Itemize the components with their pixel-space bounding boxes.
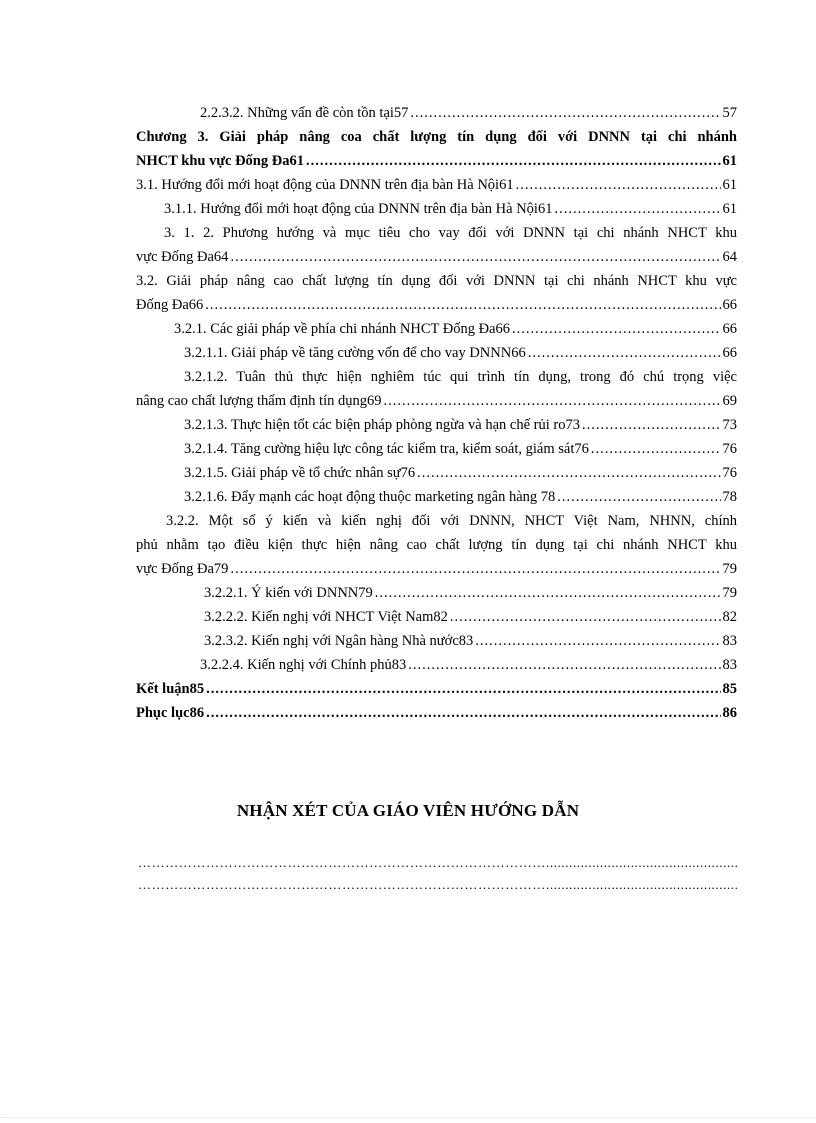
toc-entry[interactable] xyxy=(136,269,737,317)
toc-entry-title-line: vực Đống Đa79 xyxy=(136,561,229,577)
toc-entry-page: 66 xyxy=(722,345,737,361)
toc-entry-page: 76 xyxy=(722,441,737,457)
toc-leader-dots xyxy=(230,245,720,269)
toc-leader-dots xyxy=(206,677,720,701)
toc-entry-page: 69 xyxy=(722,393,737,409)
toc-entry-page: 76 xyxy=(722,465,737,481)
toc-entry-title: 3.2.1.1. Giải pháp về tăng cường vốn để cho vay DNNN66 xyxy=(184,345,526,361)
toc-entry[interactable] xyxy=(136,197,737,221)
toc-entry-title-line: Đống Đa66 xyxy=(136,297,204,313)
toc-leader-dots xyxy=(528,341,721,365)
toc-leader-dots xyxy=(516,173,721,197)
table-of-contents xyxy=(136,101,737,725)
toc-entry-title-line: 3. 1. 2. Phương hướng và mục tiêu cho vay đối với DNNN tại chi nhánh NHCT khu xyxy=(164,225,737,241)
toc-entry[interactable] xyxy=(136,437,737,461)
toc-entry-title: 3.1.1. Hướng đổi mới hoạt động của DNNN trên địa bàn Hà Nội61 xyxy=(164,201,553,217)
toc-entry-page: 73 xyxy=(722,417,737,433)
toc-entry-title: 3.2.1.6. Đẩy mạnh các hoạt động thuộc marketing ngân hàng 78 xyxy=(184,489,556,505)
toc-entry-page: 83 xyxy=(722,657,737,673)
toc-entry-page: 66 xyxy=(722,297,737,313)
toc-leader-dots xyxy=(591,437,721,461)
toc-entry-title: Kết luận85 xyxy=(136,681,205,697)
toc-entry-page: 61 xyxy=(722,153,737,169)
toc-entry-title-line: nâng cao chất lượng thẩm định tín dụng69 xyxy=(136,393,382,409)
toc-entry-appendix[interactable] xyxy=(136,701,737,725)
toc-entry-title: 3.2.2.4. Kiến nghị với Chính phủ83 xyxy=(200,657,407,673)
toc-leader-dots xyxy=(206,701,720,725)
toc-entry[interactable] xyxy=(136,581,737,605)
toc-leader-dots xyxy=(408,653,720,677)
toc-entry-page: 78 xyxy=(722,489,737,505)
toc-entry-page: 85 xyxy=(722,681,737,697)
toc-entry-conclusion[interactable] xyxy=(136,677,737,701)
review-dotted-line xyxy=(138,877,738,891)
toc-entry-title: 3.2.2.2. Kiến nghị với NHCT Việt Nam82 xyxy=(204,609,448,625)
toc-entry-title: 3.1. Hướng đổi mới hoạt động của DNNN trên địa bàn Hà Nội61 xyxy=(136,177,514,193)
toc-leader-dots xyxy=(417,461,720,485)
toc-entry-chapter-3[interactable] xyxy=(136,125,737,173)
toc-entry-title-line: vực Đống Đa64 xyxy=(136,249,229,265)
toc-entry[interactable] xyxy=(136,509,737,581)
toc-entry-page: 64 xyxy=(722,249,737,265)
toc-entry-page: 66 xyxy=(722,321,737,337)
toc-entry-title: 2.2.3.2. Những vấn đề còn tồn tại57 xyxy=(200,105,409,121)
toc-entry[interactable] xyxy=(136,605,737,629)
toc-leader-dots xyxy=(512,317,721,341)
toc-leader-dots xyxy=(410,101,720,125)
toc-entry-title: 3.2.1. Các giải pháp về phía chi nhánh NHCT Đống Đa66 xyxy=(174,321,510,337)
toc-leader-dots xyxy=(582,413,721,437)
toc-entry-page: 83 xyxy=(722,633,737,649)
page-bottom-rule xyxy=(0,1117,816,1118)
toc-entry-page: 79 xyxy=(722,585,737,601)
toc-entry[interactable] xyxy=(136,629,737,653)
toc-entry-title: 3.2.1.3. Thực hiện tốt các biện pháp phòng ngừa và hạn chế rủi ro73 xyxy=(184,417,580,433)
supervisor-review-heading: NHẬN XÉT CỦA GIÁO VIÊN HƯỚNG DẪN xyxy=(236,801,580,820)
toc-entry-page: 61 xyxy=(722,201,737,217)
toc-leader-dots xyxy=(205,293,720,317)
toc-entry-title-line: phủ nhằm tạo điều kiện thực hiện nâng cao chất lượng tín dụng tại chi nhánh NHCT khu xyxy=(136,537,737,553)
toc-entry[interactable] xyxy=(136,653,737,677)
toc-entry-page: 82 xyxy=(722,609,737,625)
toc-entry-page: 79 xyxy=(722,561,737,577)
toc-entry-title: 3.2.3.2. Kiến nghị với Ngân hàng Nhà nước83 xyxy=(204,633,474,649)
toc-entry-title-line: 3.2.1.2. Tuân thủ thực hiện nghiêm túc qui trình tín dụng, trong đó chú trọng việc xyxy=(184,369,737,385)
toc-entry-title-line: 3.2.2. Một số ý kiến và kiến nghị đối với DNNN, NHCT Việt Nam, NHNN, chính xyxy=(166,513,737,529)
toc-entry-title-line: NHCT khu vực Đống Đa61 xyxy=(136,153,304,169)
toc-entry-title: Phục lục86 xyxy=(136,705,205,721)
toc-entry[interactable] xyxy=(136,317,737,341)
toc-entry-title: 3.2.1.5. Giải pháp về tổ chức nhân sự76 xyxy=(184,465,416,481)
toc-entry-title: 3.2.2.1. Ý kiến với DNNN79 xyxy=(204,585,373,601)
toc-entry[interactable] xyxy=(136,173,737,197)
toc-entry[interactable] xyxy=(136,221,737,269)
toc-leader-dots xyxy=(383,389,720,413)
toc-entry-title-line: Chương 3. Giải pháp nâng coa chất lượng tín dụng đối với DNNN tại chi nhánh xyxy=(136,129,737,145)
toc-entry-title: 3.2.1.4. Tăng cường hiệu lực công tác kiểm tra, kiểm soát, giám sát76 xyxy=(184,441,589,457)
toc-leader-dots xyxy=(450,605,721,629)
toc-leader-dots xyxy=(230,557,720,581)
toc-entry-title-line: 3.2. Giải pháp nâng cao chất lượng tín dụng đối với DNNN tại chi nhánh NHCT khu vực xyxy=(136,273,737,289)
toc-entry-page: 61 xyxy=(722,177,737,193)
toc-entry[interactable] xyxy=(136,413,737,437)
toc-entry[interactable] xyxy=(136,365,737,413)
toc-entry[interactable] xyxy=(136,461,737,485)
toc-leader-dots xyxy=(306,149,721,173)
toc-entry[interactable] xyxy=(136,101,737,125)
toc-entry[interactable] xyxy=(136,341,737,365)
toc-entry-page: 57 xyxy=(722,105,737,121)
toc-leader-dots xyxy=(554,197,720,221)
toc-leader-dots xyxy=(557,485,720,509)
toc-leader-dots xyxy=(475,629,720,653)
review-dotted-line xyxy=(138,855,738,869)
toc-entry[interactable] xyxy=(136,485,737,509)
toc-leader-dots xyxy=(375,581,721,605)
toc-entry-page: 86 xyxy=(722,705,737,721)
